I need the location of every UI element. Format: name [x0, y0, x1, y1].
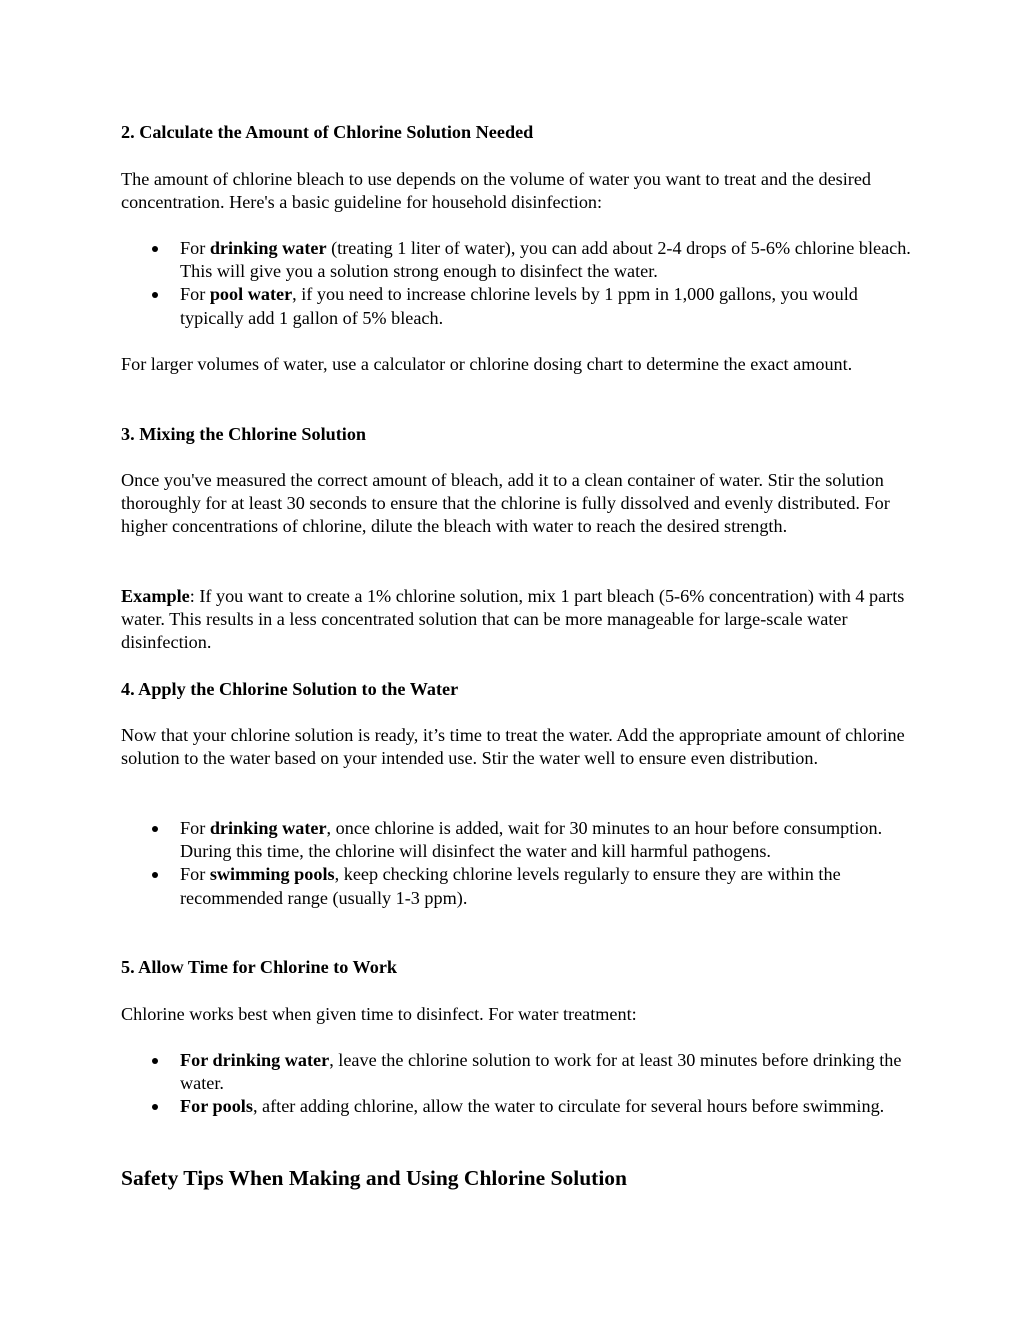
section-5-heading: 5. Allow Time for Chlorine to Work [121, 957, 398, 977]
list-item: For pools, after adding chlorine, allow the water to circulate for several hours before swimming. [121, 1095, 911, 1118]
section-2-intro: The amount of chlorine bleach to use depends on the volume of water you want to treat and the desired concentration. Here's a basic guideline for household disinfection: [121, 169, 871, 213]
bullet-icon [152, 872, 158, 878]
section-3-example: Example: If you want to create a 1% chlorine solution, mix 1 part bleach (5-6% concentration) with 4 parts water. This results in a less concentrated solution that can be more manageable for large-scale water disinfection. [121, 586, 905, 653]
section-4-paragraph: Now that your chlorine solution is ready, it’s time to treat the water. Add the appropriate amount of chlorine solution to the water based on your intended use. Stir the water well to ensure even distribution. [121, 725, 905, 769]
list-item: For drinking water, leave the chlorine solution to work for at least 30 minutes before drinking the water. [121, 1049, 911, 1095]
section-5-paragraph: Chlorine works best when given time to disinfect. For water treatment: [121, 1004, 637, 1024]
section-2-outro: For larger volumes of water, use a calculator or chlorine dosing chart to determine the exact amount. [121, 354, 853, 374]
section-4-bullet-list [121, 817, 911, 910]
section-4-heading: 4. Apply the Chlorine Solution to the Water [121, 679, 459, 699]
list-item: For pool water, if you need to increase chlorine levels by 1 ppm in 1,000 gallons, you would typically add 1 gallon of 5% bleach. [121, 283, 911, 329]
bullet-icon [152, 292, 158, 298]
bullet-icon [152, 246, 158, 252]
bullet-icon [152, 826, 158, 832]
safety-tips-heading: Safety Tips When Making and Using Chlorine Solution [121, 1166, 627, 1190]
section-5-bullet-list [121, 1049, 911, 1119]
example-label: Example [121, 586, 190, 606]
section-2-bullet-list [121, 237, 911, 330]
section-2-heading: 2. Calculate the Amount of Chlorine Solution Needed [121, 122, 534, 142]
section-3-paragraph: Once you've measured the correct amount of bleach, add it to a clean container of water. Stir the solution thoroughly for at least 30 seconds to ensure that the chlorine is fully dissolved and evenly distributed. For higher concentrations of chlorine, dilute the bleach with water to reach the desired strength. [121, 470, 890, 537]
bullet-icon [152, 1104, 158, 1110]
bullet-icon [152, 1058, 158, 1064]
list-item: For drinking water, once chlorine is added, wait for 30 minutes to an hour before consumption. During this time, the chlorine will disinfect the water and kill harmful pathogens. [121, 817, 911, 863]
list-item: For drinking water (treating 1 liter of water), you can add about 2-4 drops of 5-6% chlorine bleach. This will give you a solution strong enough to disinfect the water. [121, 237, 911, 283]
section-3-heading: 3. Mixing the Chlorine Solution [121, 424, 367, 444]
list-item: For swimming pools, keep checking chlorine levels regularly to ensure they are within the recommended range (usually 1-3 ppm). [121, 863, 911, 909]
